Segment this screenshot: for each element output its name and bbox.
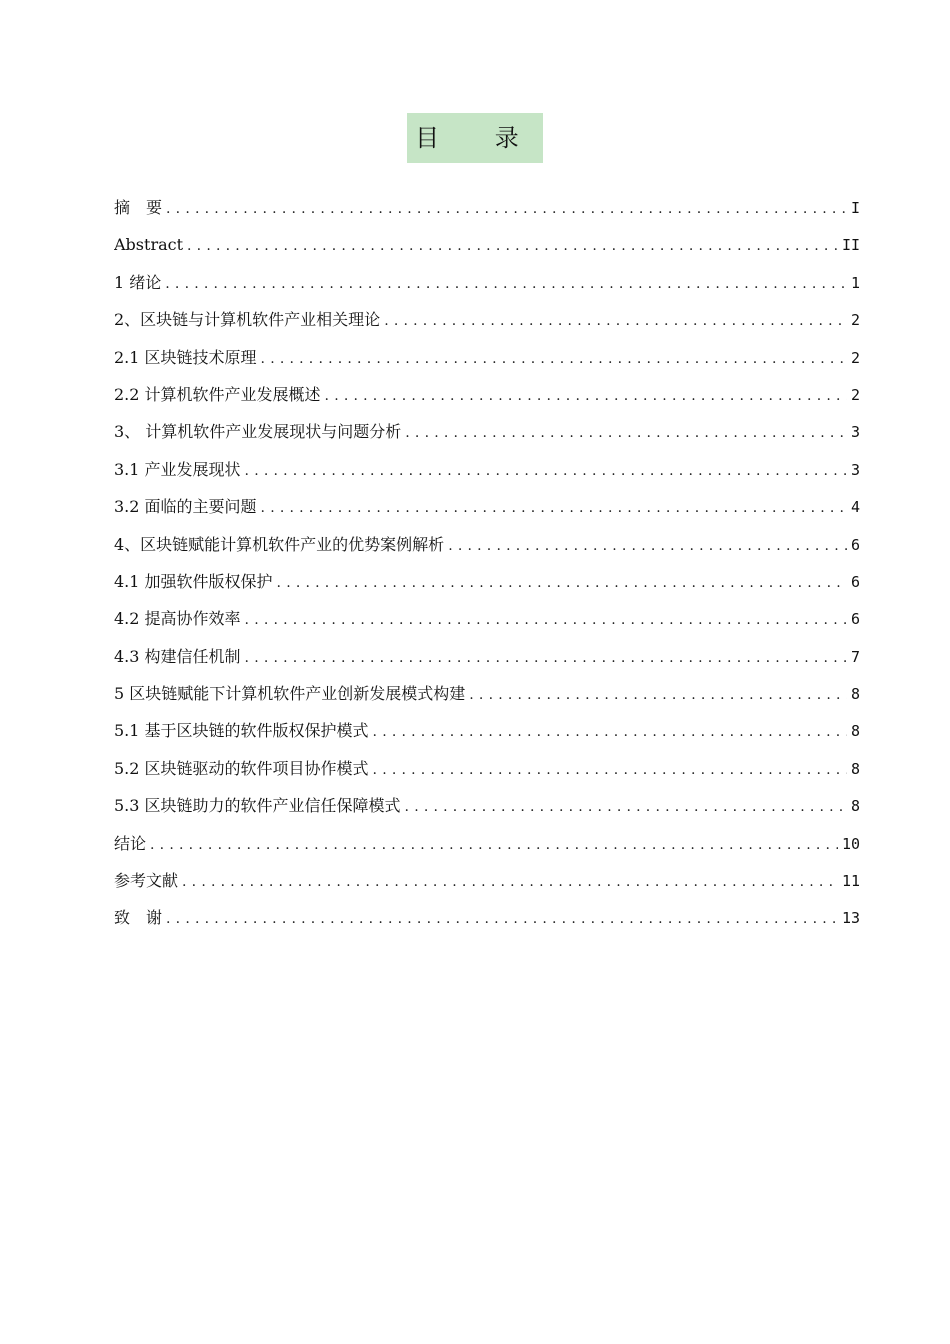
toc-entry-page: 3 bbox=[850, 460, 860, 479]
toc-entry-label: 5.2 区块链驱动的软件项目协作模式 bbox=[114, 758, 369, 778]
toc-entry[interactable] bbox=[114, 712, 860, 749]
toc-entry-page: 1 bbox=[850, 273, 860, 292]
toc-entry-label: 4.1 加强软件版权保护 bbox=[114, 571, 273, 591]
toc-dot-leader bbox=[325, 378, 847, 413]
toc-entry[interactable] bbox=[114, 787, 860, 824]
toc-entry-label: 2.2 计算机软件产业发展概述 bbox=[114, 384, 321, 404]
toc-entry[interactable] bbox=[114, 675, 860, 712]
toc-entry-label: 参考文献 bbox=[114, 871, 179, 891]
toc-list bbox=[114, 189, 860, 937]
toc-entry[interactable] bbox=[114, 451, 860, 488]
toc-entry-page: 7 bbox=[850, 647, 860, 666]
toc-dot-leader bbox=[405, 415, 847, 450]
toc-entry-label: 致 谢 bbox=[114, 908, 163, 928]
toc-entry-page: 6 bbox=[850, 572, 860, 591]
toc-entry-page: 8 bbox=[850, 759, 860, 778]
toc-entry-label: 4.2 提高协作效率 bbox=[114, 609, 241, 629]
toc-dot-leader bbox=[245, 453, 847, 488]
toc-dot-leader bbox=[277, 565, 847, 600]
toc-entry-label: 1 绪论 bbox=[114, 272, 162, 292]
toc-entry[interactable] bbox=[114, 862, 860, 899]
toc-entry-page: 8 bbox=[850, 722, 860, 741]
toc-dot-leader bbox=[245, 602, 847, 637]
toc-entry[interactable] bbox=[114, 750, 860, 787]
toc-entry-label: 5.3 区块链助力的软件产业信任保障模式 bbox=[114, 796, 401, 816]
toc-dot-leader bbox=[384, 303, 847, 338]
toc-entry-label: 3、 计算机软件产业发展现状与问题分析 bbox=[114, 422, 402, 442]
toc-dot-leader bbox=[245, 640, 847, 675]
toc-entry[interactable] bbox=[114, 301, 860, 338]
toc-entry-label: 2、区块链与计算机软件产业相关理论 bbox=[114, 310, 381, 330]
toc-entry[interactable] bbox=[114, 226, 860, 263]
toc-entry-page: 3 bbox=[850, 423, 860, 442]
toc-entry-page: II bbox=[841, 236, 860, 255]
toc-entry[interactable] bbox=[114, 600, 860, 637]
toc-entry-label: 3.1 产业发展现状 bbox=[114, 459, 241, 479]
toc-entry-page: 2 bbox=[850, 348, 860, 367]
toc-title-container bbox=[0, 113, 950, 163]
toc-entry-page: 8 bbox=[850, 685, 860, 704]
toc-entry[interactable] bbox=[114, 563, 860, 600]
toc-entry-label: 4.3 构建信任机制 bbox=[114, 646, 241, 666]
toc-entry-page: 4 bbox=[850, 498, 860, 517]
toc-entry-page: 2 bbox=[850, 311, 860, 330]
toc-entry-label: 5.1 基于区块链的软件版权保护模式 bbox=[114, 721, 369, 741]
toc-dot-leader bbox=[165, 266, 847, 301]
toc-entry-page: 11 bbox=[841, 872, 860, 891]
toc-entry-page: I bbox=[850, 199, 860, 217]
toc-entry-label: 2.1 区块链技术原理 bbox=[114, 347, 257, 367]
toc-dot-leader bbox=[187, 228, 838, 263]
toc-entry-page: 8 bbox=[850, 797, 860, 816]
toc-entry-page: 10 bbox=[841, 834, 860, 853]
toc-entry-label: Abstract bbox=[114, 235, 184, 255]
toc-entry-label: 结论 bbox=[114, 833, 147, 853]
toc-entry[interactable] bbox=[114, 899, 860, 936]
toc-entry[interactable] bbox=[114, 189, 860, 226]
toc-dot-leader bbox=[261, 341, 847, 376]
toc-entry-page: 2 bbox=[850, 385, 860, 404]
toc-dot-leader bbox=[166, 901, 838, 936]
toc-dot-leader bbox=[150, 827, 838, 862]
toc-dot-leader bbox=[182, 864, 838, 899]
toc-dot-leader bbox=[373, 714, 847, 749]
toc-entry-page: 6 bbox=[850, 535, 860, 554]
toc-title: 目 录 bbox=[407, 113, 543, 163]
toc-entry-label: 3.2 面临的主要问题 bbox=[114, 497, 257, 517]
toc-entry[interactable] bbox=[114, 488, 860, 525]
toc-dot-leader bbox=[373, 752, 847, 787]
toc-dot-leader bbox=[166, 191, 847, 226]
toc-entry-label: 摘 要 bbox=[114, 198, 163, 217]
toc-dot-leader bbox=[448, 528, 847, 563]
toc-entry[interactable] bbox=[114, 825, 860, 862]
toc-entry[interactable] bbox=[114, 264, 860, 301]
toc-entry[interactable] bbox=[114, 638, 860, 675]
toc-entry[interactable] bbox=[114, 413, 860, 450]
toc-entry-label: 5 区块链赋能下计算机软件产业创新发展模式构建 bbox=[114, 684, 466, 704]
toc-dot-leader bbox=[405, 789, 847, 824]
toc-entry-page: 6 bbox=[850, 610, 860, 629]
toc-dot-leader bbox=[261, 490, 847, 525]
toc-dot-leader bbox=[469, 677, 847, 712]
toc-entry-label: 4、区块链赋能计算机软件产业的优势案例解析 bbox=[114, 534, 445, 554]
toc-entry-page: 13 bbox=[841, 909, 860, 928]
toc-entry[interactable] bbox=[114, 526, 860, 563]
toc-entry[interactable] bbox=[114, 376, 860, 413]
toc-entry[interactable] bbox=[114, 339, 860, 376]
